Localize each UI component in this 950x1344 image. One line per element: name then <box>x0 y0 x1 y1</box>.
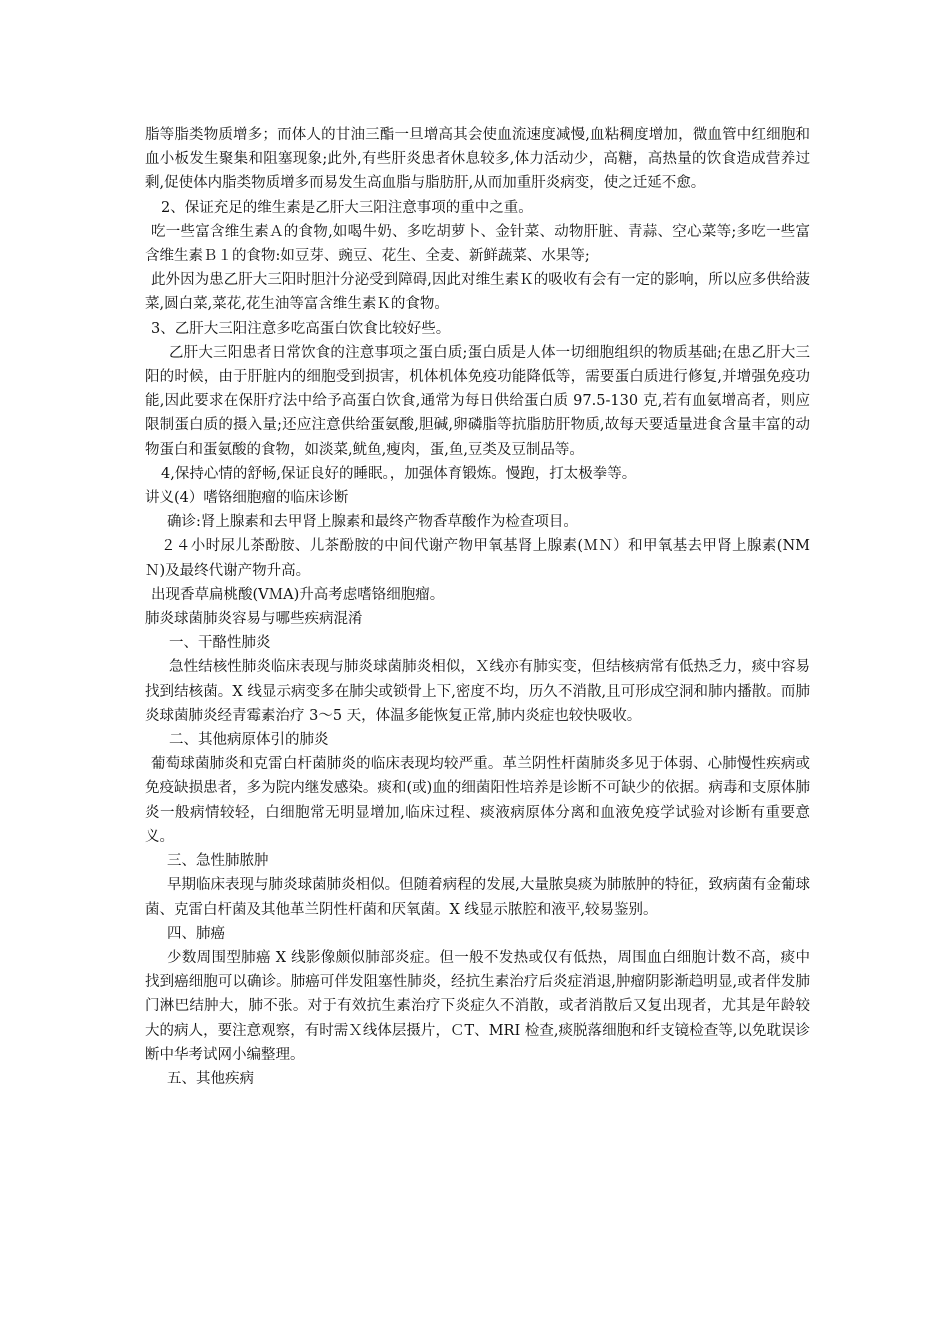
paragraph-caseous-pneumonia: 急性结核性肺炎临床表现与肺炎球菌肺炎相似，Ｘ线亦有肺实变，但结核病常有低热乏力，痰中容易找到结核菌。X 线显示病变多在肺尖或锁骨上下,密度不均，历久不消散,且可形成空洞和肺内播散。而肺炎球菌肺炎经青霉素治疗 3～5 天，体温多能恢复正常,肺内炎症也较快吸收。 <box>145 659 810 724</box>
heading-other-diseases: 五、其他疾病 <box>167 1070 254 1087</box>
paragraph-lung-abscess: 早期临床表现与肺炎球菌肺炎相似。但随着病程的发展,大量脓臭痰为肺脓肿的特征，致病菌有金葡球菌、克雷白杆菌及其他革兰阴性杆菌和厌氧菌。X 线显示脓腔和液平,较易鉴别。 <box>145 877 810 918</box>
paragraph-urine-test: ２４小时尿儿茶酚胺、儿茶酚胺的中间代谢产物甲氧基肾上腺素(ＭＮ）和甲氧基去甲肾上腺素(NMＮ)及最终代谢产物升高。 <box>145 538 810 579</box>
paragraph-other-pathogens: 葡萄球菌肺炎和克雷白杆菌肺炎的临床表现均较严重。革兰阴性杆菌肺炎多见于体弱、心肺慢性疾病或免疫缺损患者，多为院内继发感染。痰和(或)血的细菌阳性培养是诊断不可缺少的依据。病毒和支原体肺炎一般病情较轻，白细胞常无明显增加,临床过程、痰液病原体分离和血液免疫学试验对诊断有重要意义。 <box>145 756 810 845</box>
paragraph-protein: 乙肝大三阳患者日常饮食的注意事项之蛋白质;蛋白质是人体一切细胞组织的物质基础;在患乙肝大三阳的时候，由于肝脏内的细胞受到损害，机体机体免疫功能降低等，需要蛋白质进行修复,并增强免疫功能,因此要求在保肝疗法中给予高蛋白饮食,通常为每日供给蛋白质 97.5-130 克,若有血氨增高者，则应限制蛋白质的摄入量;还应注意供给蛋氨酸,胆碱,卵磷脂等抗脂肪肝物质,故每天要适量进食含量丰富的动物蛋白和蛋氨酸的食物，如淡菜,鱿鱼,瘦肉，蛋,鱼,豆类及豆制品等。 <box>145 344 810 458</box>
heading-lung-abscess: 三、急性肺脓肿 <box>167 853 269 870</box>
document-body <box>145 123 810 1091</box>
heading-pneumonia-differential: 肺炎球菌肺炎容易与哪些疾病混淆 <box>145 611 363 628</box>
heading-vitamins: 2、保证充足的维生素是乙肝大三阳注意事项的重中之重。 <box>161 199 533 216</box>
heading-lung-cancer: 四、肺癌 <box>167 925 225 942</box>
paragraph-lung-cancer: 少数周围型肺癌 X 线影像颇似肺部炎症。但一般不发热或仅有低热，周围血白细胞计数不高，痰中找到癌细胞可以确诊。肺癌可伴发阻塞性肺炎，经抗生素治疗后炎症消退,肿瘤阴影渐趋明显,或者伴发肺门淋巴结肿大，肺不张。对于有效抗生素治疗下炎症久不消散，或者消散后又复出现者，尤其是年龄较大的病人，要注意观察，有时需Ｘ线体层摄片，ＣT、MRI 检查,痰脱落细胞和纤支镜检查等,以免耽误诊断中华考试网小编整理。 <box>145 949 810 1063</box>
heading-protein: 3、乙肝大三阳注意多吃高蛋白饮食比较好些。 <box>151 320 451 337</box>
heading-pheochromocytoma: 讲义(4）嗜铬细胞瘤的临床诊断 <box>145 490 349 507</box>
paragraph-diagnosis: 确诊:肾上腺素和去甲肾上腺素和最终产物香草酸作为检查项目。 <box>167 514 578 531</box>
heading-other-pathogens: 二、其他病原体引的肺炎 <box>169 732 329 749</box>
paragraph-vitamin-a-b1: 吃一些富含维生素Ａ的食物,如喝牛奶、多吃胡萝卜、金针菜、动物肝脏、青蒜、空心菜等;多吃一些富含维生素Ｂ１的食物:如豆芽、豌豆、花生、全麦、新鲜蔬菜、水果等; <box>145 223 810 265</box>
heading-mood-sleep: 4,保持心情的舒畅,保证良好的睡眠。，加强体育锻炼。慢跑，打太极拳等。 <box>161 465 637 482</box>
paragraph-vma: 出现香草扁桃酸(VＭA)升高考虑嗜铬细胞瘤。 <box>151 586 445 603</box>
paragraph-fat-metabolism: 脂等脂类物质增多；而体人的甘油三酯一旦增高其会使血流速度减慢,血粘稠度增加，微血管中红细胞和血小板发生聚集和阻塞现象;此外,有些肝炎患者休息较多,体力活动少，高糖，高热量的饮食造成营养过剩,促使体内脂类物质增多而易发生高血脂与脂肪肝,从而加重肝炎病变，使之迁延不愈。 <box>145 127 810 192</box>
paragraph-vitamin-k: 此外因为患乙肝大三阳时胆汁分泌受到障碍,因此对维生素Ｋ的吸收有会有一定的影响，所以应多供给菠菜,圆白菜,菜花,花生油等富含维生素Ｋ的食物。 <box>145 272 810 313</box>
heading-caseous-pneumonia: 一、干酪性肺炎 <box>169 635 271 652</box>
